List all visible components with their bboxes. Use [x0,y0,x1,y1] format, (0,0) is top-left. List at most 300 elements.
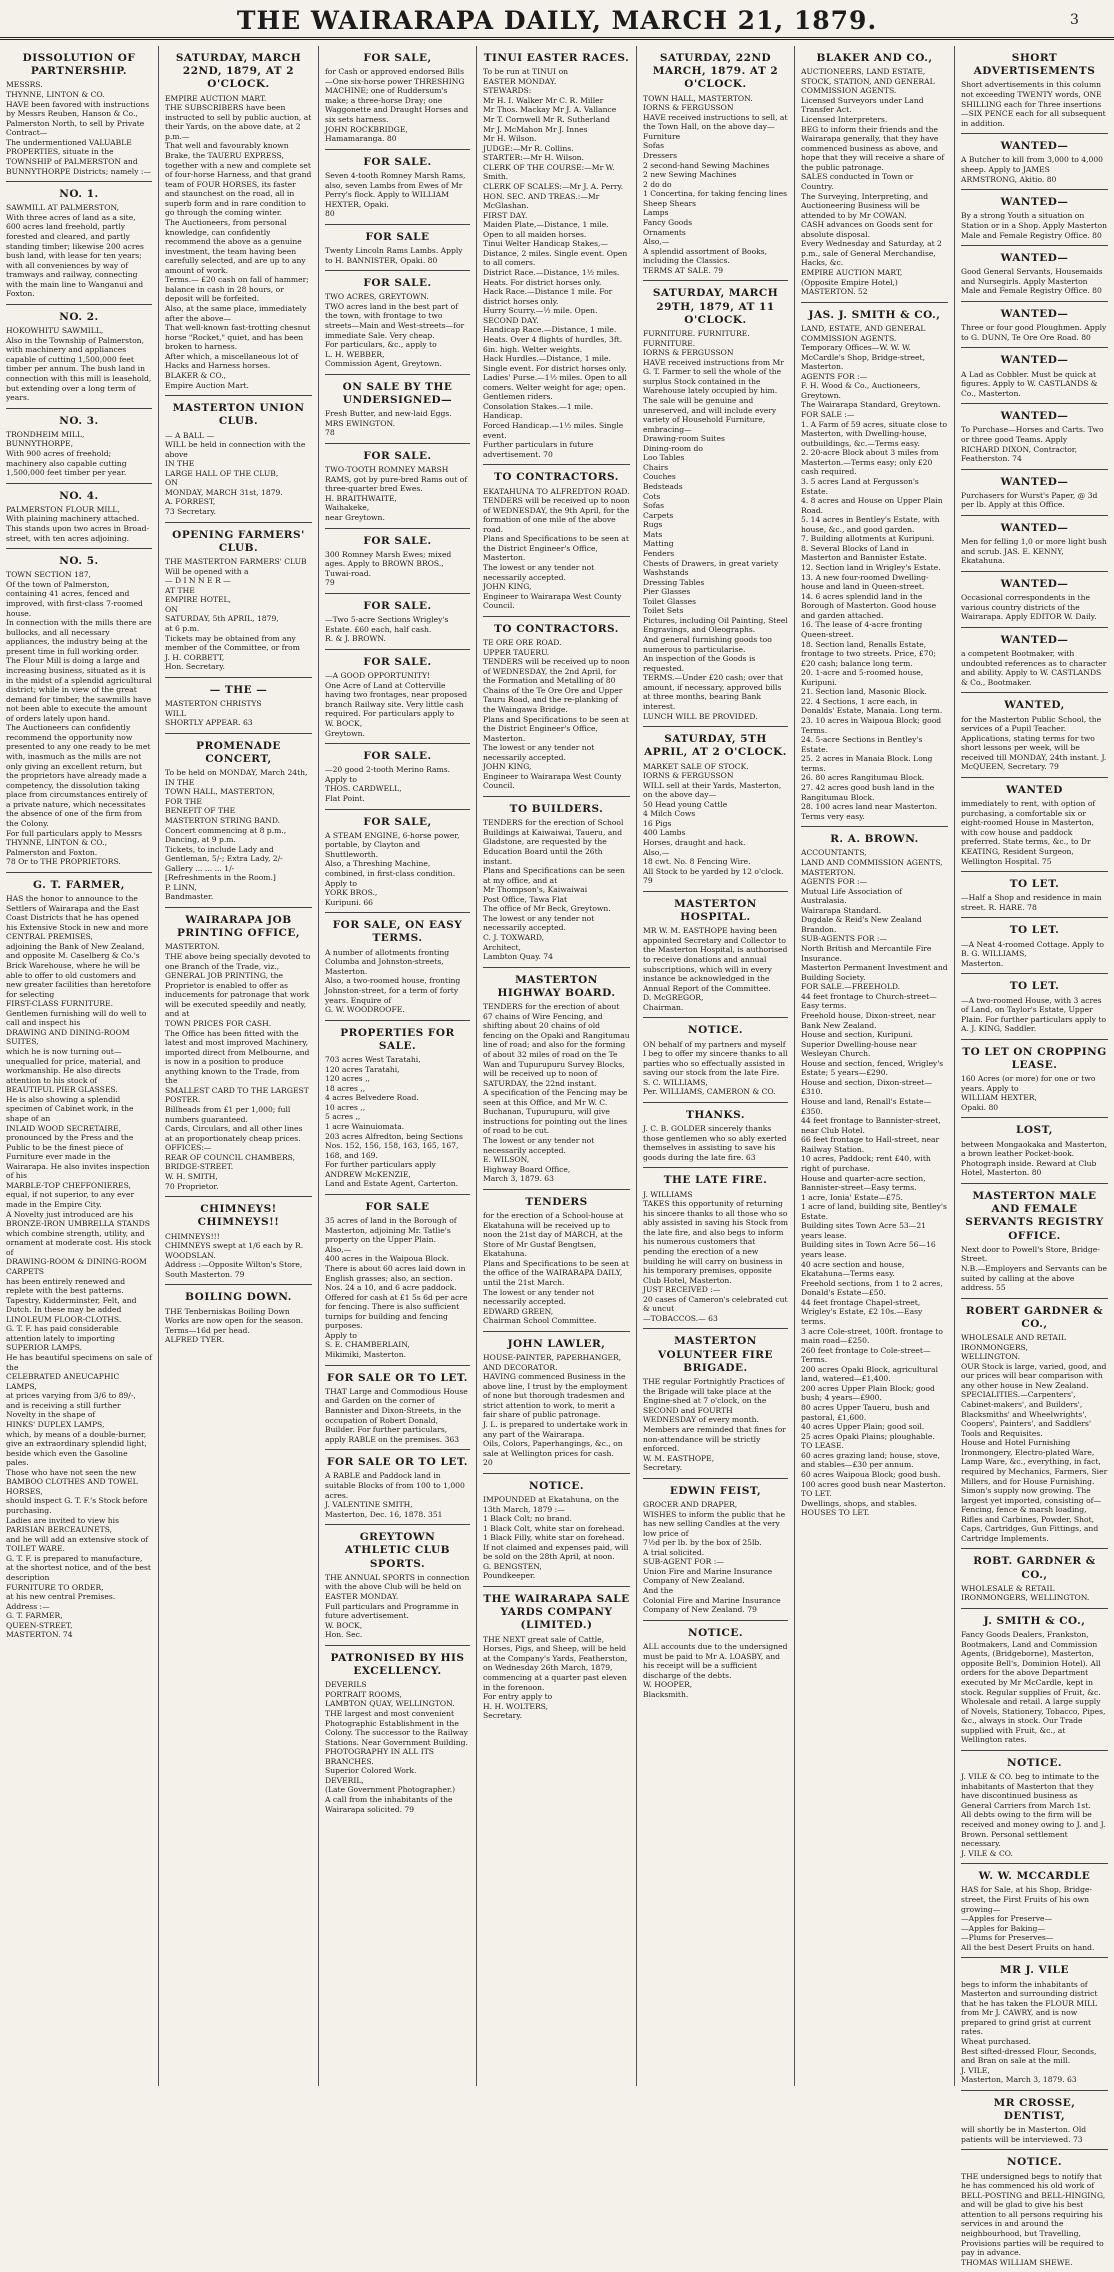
ad-text-line: which, by means of a double-burner, give an extraordinary splendid light, beside which even the Gasoline pales. [6,1429,147,1468]
ad-text-line: 5 acres ,, [325,1112,361,1122]
ad-text-line: TWO acres land in the best part of the town, with frontage to two streets—Main and West-streets—for immediate Sale. Very cheap. [325,301,465,340]
ad-text-line: 2. 20-acre Block about 3 miles from Masterton.—Terms easy; only £20 cash required. [801,448,939,477]
ad-text-line: 703 acres West Taratahi, [325,1055,421,1065]
ad-heading: WANTED [1006,783,1063,796]
ad-text-line: MR W. M. EASTHOPE having been appointed Secretary and Collector to the Masterton Hospital, is authorised to receive donations and annual subscriptions, which will in every instance be acknowledged in the Annual Report of the Committee. [643,926,788,993]
ad-text-line: W. H. SMITH, [165,1171,218,1181]
ad-text-line: 120 acres Taratahi, [325,1064,400,1074]
ad-text-line: 4. 8 acres and House on Upper Plain Road. [801,496,943,515]
ad-text-line: Pictures, including Oil Painting, Steel Engravings, and Oleographs. [643,615,788,635]
ad-text-line: THE NEXT great sale of Cattle, Horses, Pigs, and Sheep, will be held at the Company's Yards, Featherston, on Wednesday 26th March, 1879, commencing at a quarter past eleven in the forenoon. [483,1634,628,1692]
ad-text-line: SUB-AGENT FOR :— [643,1557,724,1567]
ad-text-line: Chests of Drawers, in great variety [643,558,779,568]
advertisement [961,2091,1108,2151]
ad-text-line: which he is now turning out—unequalled for price, material, and workmanship. He also directs attention to his stock of [6,1047,141,1085]
ad-text-line: TWO ACRES, GREYTOWN. [325,292,429,302]
ad-text-line: 16. The lease of 4-acre fronting Queen-street. [801,620,923,639]
ad-text-line: 400 Lambs [643,828,686,838]
ad-text-line: CENTRAL PREMISES, [6,932,93,942]
ad-text-line: MASTERTON STRING BAND. [165,815,281,825]
ad-text-line: Dugdale & Reid's New Zealand Brandon. [801,915,922,934]
ad-text-line: Hurry Scurry.—½ mile. Open. [483,306,598,316]
advertisement [6,549,152,873]
ad-text-line: EASTER MONDAY. [325,1592,399,1601]
ad-text-line: Palmerston and Foxton. [6,847,98,857]
advertisement [961,1299,1108,1550]
ad-text-line: Seven 4-tooth Romney Marsh Rams, also, seven Lambs from Ewes of Mr Perry's flock. Apply to WILLIAM HEXTER, Opaki. [325,170,466,209]
ad-text-line: 18 acres ,, [325,1083,366,1093]
ad-text-line: SMALLEST CARD TO THE LARGEST POSTER. [165,1085,309,1105]
ad-text-line: AUCTIONEERS, LAND ESTATE, [801,67,926,77]
ad-heading: THE LATE FIRE. [663,1174,768,1187]
ad-heading: NO. 1. [59,188,99,201]
ad-text-line: 22. 4 Sections, 1 acre each, in Donalds' Estate, Manaia. Long term. [801,696,943,716]
ad-heading: PATRONISED BY HIS EXCELLENCY. [330,1651,465,1678]
ad-text-line: Freehold house, Dixon-street, near Bank New Zealand. [801,1010,936,1030]
newspaper-title: THE WAIRARAPA DAILY, MARCH 21, 1879. [236,6,878,35]
ad-text-line: The Surveying, Interpreting, and Auctioneering Business will be attended to by Mr COWAN. [801,191,929,220]
ad-text-line: Full particulars and Programme in future advertisement. [325,1601,459,1621]
ad-text-line: 16 Pigs [643,818,672,828]
ad-text-line: 4 Milch Cows [643,809,696,819]
ad-text-line: SUPERIOR LAMPS. [6,1343,83,1353]
ad-text-line: Gentlemen furnishing will do well to call and inspect his [6,1008,147,1028]
ad-text-line: [Refreshments in the Room.] [165,873,276,883]
ad-text-line: PHOTOGRAPHY IN ALL ITS BRANCHES. [325,1747,434,1766]
ad-text-line: Per. WILLIAMS, CAMERON & CO. [643,1087,776,1097]
ad-text-line: TERMS.—Under £20 cash; over that amount, if necessary, approved bills at three months, bearing Bank interest. [643,673,784,711]
ad-text-line: A number of allotments fronting Columba and Johnston-streets, Masterton. [325,947,450,976]
ad-text-line: THYNNE, LINTON & CO. [6,90,105,99]
ad-text-line: Dining-room do [643,443,703,453]
ad-heading: FOR SALE, [363,815,432,828]
ad-heading: NO. 3. [59,414,99,427]
ad-text-line: SHORTLY APPEAR. 63 [165,718,253,728]
ad-text-line: Will be opened with a [165,566,249,576]
ad-text-line: ALFRED TYER. [165,1335,225,1345]
ad-text-line: March 3, 1879. 63 [483,1174,554,1184]
ad-heading: NOTICE. [529,1479,584,1492]
ad-text-line: 50 Head young Cattle [643,799,728,809]
ad-text-line: 2 second-hand Sewing Machines [643,160,770,170]
ad-text-line: He has beautiful specimens on sale of the [6,1353,152,1372]
ad-text-line: Of the town of Palmerston, containing 41 acres, fenced and improved, with first-class 7-roomed house. [6,579,143,618]
ad-text-line: 20 cases of Cameron's celebrated cut & uncut [643,1294,788,1314]
ad-text-line: — D I N N E R — [165,576,231,586]
ad-text-line: BLAKER & CO., [165,370,227,380]
ad-text-line: Post Office, Tawa Flat [483,894,568,904]
advertisement [961,348,1108,404]
ad-text-line: To Purchase—Horses and Carts. Two or three good Teams. Apply RICHARD DIXON, Contractor, Featherston. 74 [961,425,1104,464]
ad-text-line: FIRST DAY. [483,210,528,220]
ad-text-line: FOR SALE.—FREEHOLD. [801,982,901,992]
ad-text-line: 3. 5 acres Land at Fergusson's Estate. [801,476,919,496]
ad-heading: TINUI EASTER RACES. [483,52,630,64]
ad-text-line: W. M. EASTHOPE, [643,1453,715,1463]
ad-heading: NO. 5. [59,555,99,568]
ad-text-line: Also, a Threshing Machine, combined, in first-class condition. [325,859,456,878]
ad-text-line: Opaki. 80 [961,1102,999,1112]
advertisement [643,727,788,892]
ad-text-line: He is also showing a splendid specimen of Cabinet work, in the shape of an [6,1094,134,1123]
ad-heading: WANTED— [1000,140,1069,153]
ad-heading: NOTICE. [688,1024,743,1037]
ad-text-line: Wairarapa Standard. [801,905,882,915]
ad-text-line: Ladies' Purse.—1½ miles. Open to all comers. Welter weight for age; open. Gentlemen riders. [483,373,627,402]
ad-heading: TO BUILDERS. [509,803,604,816]
ad-text-line: 100 acres good bush near Masterton. [801,1479,946,1489]
ad-text-line: IN THE [165,459,195,469]
ad-text-line: LARGE HALL OF THE CLUB, [165,468,279,478]
ad-text-line: 44 feet frontage to Bannister-street, near Club Hotel. [801,1116,941,1135]
ad-text-line: should inspect G. T. F.'s Stock before purchasing. [6,1496,148,1515]
ad-text-line: A trial solicited. [643,1547,705,1557]
ad-text-line: Plans and Specifications to be seen at the District Engineer's Office, Masterton. [483,534,629,563]
ad-text-line: immediately to rent, with option of purchasing, a comfortable six or eight-roomed House in Masterton, with cow house and paddock preferred. State terms, &c., to Dr KEATING, Resident Surgeon, Wellington Hospital. 75 [961,799,1096,866]
ad-heading: THANKS. [686,1108,745,1121]
ad-heading: MASTERTON UNION CLUB. [172,402,305,428]
ad-text-line: B. G. WILLIAMS, [961,949,1027,959]
advertisement [961,1609,1108,1751]
ad-text-line: HOUSES TO LET. [801,1508,870,1518]
ad-text-line: WISHES to inform the public that he has new selling Candles at the very low price of [643,1509,786,1538]
ad-text-line: 21. Section land, Masonic Block. [801,687,927,697]
ad-text-line: 79 [325,578,335,588]
advertisement [961,516,1108,572]
ad-text-line: 1 Concertina, for taking fencing lines [643,189,788,199]
ad-text-line: TENDERS will be received up to noon of WEDNESDAY, the 9th April, for the formation of one mile of the above road. [483,496,630,534]
ad-text-line: C. J. TOXWARD, [483,933,545,942]
ad-text-line: 300 Romney Marsh Ewes; mixed ages. Apply to BROWN BROS., Tuwai-road. [325,549,452,578]
ad-text-line: Best sifted-dressed Flour, Seconds, and Bran on sale at the mill. [961,2046,1097,2066]
ad-text-line: HAS for Sale, at his Shop, Bridge-street, the First Fruits of his own growing— [961,1885,1093,1914]
advertisement [325,594,470,650]
ad-text-line: at prices varying from 3/6 to 89/-, and is receiving a still further Novelty in the shape of [6,1391,136,1420]
ad-text-line: Toilet Sets [643,606,684,616]
ad-text-line: (Late Government Photographer.) [325,1785,456,1795]
advertisement [483,1332,630,1474]
ad-text-line: Hon. Sec. [325,1630,363,1640]
ad-text-line: 18 cwt. No. 8 Fencing Wire. [643,857,751,867]
advertisement [483,1587,630,1726]
ad-heading: ROBERT GARDNER & CO., [965,1304,1104,1330]
ad-text-line: A STEAM ENGINE, 6-horse power, portable, by Clayton and Shuttleworth. [325,830,460,859]
ad-text-line: EDWARD GREEN, [483,1306,554,1316]
advertisement [643,892,788,1019]
ad-text-line: LAMBTON QUAY, WELLINGTON. [325,1699,455,1709]
ad-text-line: Next door to Powell's Store, Bridge-Street. [961,1244,1100,1264]
ad-text-line: for Cash or approved endorsed Bills—One six-horse power THRESHING MACHINE; one of Ruddersum's make; a three-horse Dray; one Waggonette and Draught Horses and six sets harness. [325,67,469,125]
ad-text-line: TOWN HALL, MASTERTON. [643,93,753,103]
ad-text-line: Chairs [643,462,669,472]
ad-text-line: If not claimed and expenses paid, will be sold on the 28th April, at noon. [483,1542,629,1562]
advertisement [325,744,470,809]
ad-text-line: HAVING commenced Business in the above line, I trust by the employment of none but thorough tradesmen and strict attention to work, to merit a fair share of public patronage. [483,1372,628,1420]
ad-text-line: House and quarter-acre section, Bannister-street—Easy terms. [801,1173,926,1193]
ad-text-line: Maiden Plate,—Distance, 1 mile. Open to all maiden horses. [483,220,609,239]
ad-text-line: Fresh Butter, and new-laid Eggs. [325,409,452,419]
ad-text-line: For full particulars apply to Messrs [6,828,142,838]
ad-text-line: 25 acres Opaki Plains; ploughable. [801,1431,935,1441]
ad-text-line: SECOND DAY. [483,315,539,325]
ad-text-line: ON [165,604,178,614]
ad-text-line: Short advertisements in this column not exceeding TWENTY words, ONE SHILLING each for Three insertions—SIX PENCE each for all subsequent in addition. [961,80,1106,128]
ad-text-line: 12. Section land in Wrigley's Estate. [801,563,941,572]
ad-text-line: THE SUBSCRIBERS have been instructed to sell by public auction, at their Yards, on the above date, at 2 p.m.— [165,103,312,141]
ad-text-line: —Half a Shop and residence in main street. R. HARE. 78 [961,893,1102,912]
ad-text-line: Hamamaranga. 80 [325,134,397,144]
ad-text-line: Drawing-room Suites [643,434,725,444]
ad-text-line: House and section, fenced, Wrigley's Estate; 5 years—£290. [801,1058,944,1078]
ad-text-line: ALL accounts due to the undersigned must be paid to Mr A. LOASBY, and his receipt will be a sufficient discharge of the debts. [643,1641,788,1680]
ad-text-line: CELEBRATED ANEUCAPHIC LAMPS, [6,1372,120,1391]
ad-text-line: One Acre of Land at Cotterville having two frontages, near proposed branch Railway site. Very little cash required. For particulars apply to [325,680,468,719]
ad-heading: FOR SALE, [363,52,432,64]
ad-text-line: 25. 2 acres in Manaia Block. Long terms. [801,754,933,773]
ad-text-line: Simon's supply now growing. The largest yet imported, consisting of—Fencing, fence & marsh loading, Rifles and Carbines, Powder, Shot, Caps, Cartridges, Gun Fittings, and Cartridge Implements. [961,1486,1102,1543]
advertisement [961,628,1108,693]
ad-text-line: BENEFIT OF THE [165,806,236,816]
ad-text-line: D. McGREGOR, [643,993,704,1003]
ad-text-line: EMPIRE AUCTION MART. [165,93,267,103]
ad-text-line: Purchasers for Wurst's Paper, @ 3d per lb. Apply at this Office. [961,490,1098,510]
ad-text-line: SATURDAY, 5th APRIL, 1879, [165,614,279,624]
ad-heading: FOR SALE [365,1200,430,1213]
ad-text-line: WHOLESALE & RETAIL IRONMONGERS, WELLINGTON. [961,1583,1090,1603]
advertisement [483,46,630,465]
ad-text-line: A RABLE and Paddock land in suitable Blocks of from 100 to 1,000 acres. [325,1471,465,1500]
ad-text-line: 1. A Farm of 59 acres, situate close to Masterton, with Dwelling-house, outbuildings, &c.—Terms easy. [801,419,948,448]
ad-text-line: With 900 acres of freehold; machinery also capable cutting 1,500,000 feet timber per year. [6,448,127,478]
ad-text-line: Mats [643,529,663,539]
ad-text-line: H. H. WOLTERS, [483,1701,549,1711]
advertisement [961,302,1108,348]
ad-text-line: Mutual Life Association of Australasia. [801,886,902,906]
ad-text-line: 24. 5-acre Sections in Bentley's Estate. [801,735,923,754]
ad-text-line: 1 Black Colt; no brand. [483,1514,572,1524]
ad-text-line: WILL sell at their Yards, Masterton, on the above day— [643,780,782,800]
ad-text-line: 80 acres Upper Taueru, bush and pastoral, £1,600. [801,1403,930,1422]
ad-text-line: Men for felling 1,0 or more light bush and scrub. JAS. E. KENNY, Ekatahuna. [961,537,1107,566]
ad-text-line: P. LINN, [165,882,197,892]
ad-text-line: TOWN PRICES FOR CASH. [165,1018,272,1028]
ad-text-line: 28. 100 acres land near Masterton. Terms very easy. [801,802,937,821]
advertisement [961,46,1108,134]
ad-heading: SATURDAY, MARCH 22ND, 1879, AT 2 O'CLOCK. [175,52,302,91]
ad-heading: J. SMITH & CO., [983,1615,1086,1627]
ad-text-line: Temporary Offices—W. W. W. McCardle's Shop, Bridge-street, Masterton. [801,343,925,372]
ad-heading: DISSOLUTION OF PARTNERSHIP. [22,52,136,78]
ad-text-line: REAR OF COUNCIL CHAMBERS, BRIDGE-STREET. [165,1152,296,1172]
ad-text-line: COMMISSION AGENTS. [801,86,897,96]
ad-text-line: Engineer to Wairarapa West County Council. [483,591,622,611]
ad-text-line: R. & J. BROWN. [325,634,386,644]
advertisement [643,1168,788,1329]
ad-text-line: A Novelty just introduced are his [6,1209,134,1219]
ad-text-line: MASTERTON. 52 [801,287,868,297]
ad-text-line: JUST RECEIVED :— [643,1285,721,1295]
ad-text-line: G. BENGSTEN, [483,1561,542,1571]
advertisement [6,182,152,305]
ad-text-line: The lowest or any tender not necessarily accepted. [483,1287,595,1307]
ad-text-line: FIRST-CLASS FURNITURE. [6,999,114,1009]
ad-text-line: MARKET SALE OF STOCK. [643,761,749,771]
ad-text-line: G. T. F. has paid considerable attention lately to importing [6,1324,119,1343]
ad-text-line: TENDERS for the erection of about 67 chains of Wire Fencing, and shifting about 20 chains of old fencing on the Opaki and Rangitumau line of road; and also for the forming of about 32 miles of road on the Te Wan and Tupurupuru Survey Blocks, will be received up to noon of SATURDAY, the 22nd instant. [483,1002,630,1088]
ad-text-line: That well and favourably known Brake, the TAUERU EXPRESS, together with a new and complete set of four-horse Harness, and that grand team of FOUR HORSES, its faster and staunchest on the road, all in superb form and in rare condition to go through the coming winter. [165,141,312,218]
ad-text-line: Kuripuni. 66 [325,897,374,907]
ad-text-line: — A BALL — [165,430,215,440]
ad-heading: WANTED— [1000,354,1069,367]
advertisement [961,404,1108,469]
ad-text-line: Bedsteads [643,482,683,491]
ad-text-line: 1 acre Wainuiomata. [325,1122,405,1131]
ad-heading: W. W. MCCARDLE [978,1870,1091,1883]
ad-text-line: N.B.—Employers and Servants can be suited by calling at the above address. 55 [961,1263,1108,1293]
ad-text-line: CLERK OF THE COURSE:—Mr W. Smith. [483,162,615,182]
ad-text-line: Billheads from £1 per 1,000; full numbers guaranteed. [165,1105,291,1124]
ad-text-line: 2 do do [643,179,672,189]
ad-heading: WANTED— [1000,633,1069,646]
ad-text-line: —20 good 2-tooth Merino Rams. Apply to [325,765,451,784]
column-4 [476,46,636,2086]
ad-text-line: 2 new Sewing Machines [643,170,737,180]
ad-text-line: Also,— [643,847,670,857]
ad-text-line: 200 acres Upper Plain Block; good bush; 4 years—£900. [801,1383,935,1403]
column-3 [318,46,476,2086]
ad-text-line: A specification of the Fencing may be seen at this Office, and Mr W. C. Buchanan, Tupurupuru, will give instructions for pointing out the lines of road to be cut. [483,1088,628,1136]
ad-heading: EDWIN FEIST, [669,1484,762,1497]
ad-text-line: The Auctioneers can confidently recommend the opportunity now presented to any one ready to be met with, inasmuch as the mills are not only giving an excellent return, but the proprietors have already made a competency, the dissolution taking place from circumstances entirely of a private nature, which necessitates the absence of one of the firm from the Colony. [6,723,151,828]
ad-text-line: Matting [643,539,674,549]
ad-text-line: MASTERTON. [801,867,856,877]
ad-heading: TENDERS [525,1195,588,1208]
ad-text-line: Furniture [643,131,681,141]
ad-text-line: Washstands [643,568,689,578]
advertisement [961,1864,1108,1958]
ad-text-line: A call from the inhabitants of the Wairarapa solicited. 79 [325,1795,453,1814]
ad-text-line: Occasional correspondents in the various country districts of the Wairarapa. Apply EDITOR W. Daily. [961,593,1097,622]
ad-text-line: THOMAS WILLIAM SHEWE. [961,2257,1073,2267]
ad-heading: BLAKER AND CO., [816,52,933,64]
ad-text-line: TWO-TOOTH ROMNEY MARSH RAMS, got by pure-bred Rams out of three-quarter bred Ewes. [325,465,468,494]
ad-text-line: Chairman. [643,1002,684,1012]
ad-text-line: STARTER:—Mr H. Wilson. [483,153,584,163]
ad-text-line: EMPIRE AUCTION MART, [801,268,903,278]
ad-heading: THE WAIRARAPA SALE YARDS COMPANY (LIMITED.) [483,1593,630,1632]
advertisement [643,1621,788,1705]
advertisement [961,470,1108,516]
ad-text-line: J. VILE, [961,2065,990,2075]
ad-text-line: Bandmaster. [165,892,214,902]
advertisement [6,484,152,549]
ad-text-line: 1 Black Colt, white star on forehead. [483,1523,625,1533]
ad-text-line: 35 acres of land in the Borough of Masterton, adjoining Mr. Tatlie's property on the Upper Plain. [325,1216,457,1245]
ad-text-line: Secretary. [483,1711,522,1721]
advertisement [325,1646,470,1819]
ad-heading: FOR SALE. [363,655,432,668]
advertisement [325,1366,470,1451]
ad-heading: TO LET. [1009,924,1060,937]
advertisement [325,810,470,914]
ad-heading: FOR SALE. [363,750,432,763]
ad-heading: PROPERTIES FOR SALE. [340,1026,455,1052]
advertisement [961,872,1108,918]
ad-text-line: HAVE received instructions to sell, at the Town Hall, on the above day— [643,112,788,132]
ad-text-line: Blacksmith. [643,1689,689,1699]
ad-text-line: WILLIAM HEXTER, [961,1093,1037,1103]
ad-text-line: CLERK OF SCALES:—Mr J. A. Perry. [483,181,624,191]
ad-text-line: 200 acres Opaki Block, agricultural land, watered—£1,400. [801,1364,938,1384]
advertisement [483,968,630,1190]
advertisement [325,1525,470,1646]
ad-text-line: for the erection of a School-house at Ekatahuna will be received up to noon the 21st day of MARCH, at the Store of Mr Gustaf Bengtsen, Ekatahuna. [483,1211,624,1259]
ad-text-line: —Apples for Baking— [961,1923,1045,1933]
ad-heading: CHIMNEYS! CHIMNEYS!! [197,1203,280,1229]
ad-text-line: —A GOOD OPPORTUNITY! [325,671,431,681]
ad-text-line: 20. 1-acre and 5-roomed house, Kuripuni. [801,668,924,687]
ad-text-line: Sheep Shears [643,198,696,208]
ad-text-line: L. H. WEBBER, [325,349,385,359]
ad-text-line: By a strong Youth a situation on Station or in a Shop. Apply Masterton Male and Female Registry Office. 80 [961,211,1108,240]
ad-text-line: Freehold sections, from 1 to 2 acres, Donald's Estate—£50. [801,1278,943,1298]
ad-text-line: DEVERILS [325,1680,367,1690]
ad-text-line: HON. SEC. AND TREAS.:—Mr McGlashan. [483,191,600,211]
ad-text-line: MARBLE-TOP CHEFFONIERES, [6,1180,131,1190]
ad-text-line: The Flour Mill is doing a large and increasing business, situated as it is in the midst of a splendid agricultural district; while in view of the great demand for timber, the sawmills have not been able to execute the amount of orders lately upon hand. [6,656,152,723]
ad-text-line: TOILET WARE. [6,1544,65,1554]
ad-text-line: 120 acres ,, [325,1074,370,1084]
ad-text-line: STEWARDS: [483,86,532,96]
ad-text-line: 14. 6 acres splendid land in the Borough of Masterton. Good house and garden attached. [801,591,937,620]
ad-text-line: IMPOUNDED at Ekatahuna, on the 13th March, 1879 :— [483,1494,619,1514]
ad-text-line: That well-known fast-trotting chesnut horse "Rocket," quiet, and has been broken to harness. [165,323,311,352]
ad-text-line: 4 acres Belvedere Road. [325,1093,419,1103]
ad-heading: TO CONTRACTORS. [494,471,619,484]
ad-text-line: Members are reminded that fines for non-attendance will be strictly enforced. [643,1424,786,1454]
ad-text-line: FOR THE [165,796,202,806]
advertisement [643,281,788,727]
ad-text-line: A. FORREST, [165,497,216,507]
ad-text-line: DRAWING AND DINING-ROOM SUITES, [6,1027,130,1047]
ad-text-line: PORTRAIT ROOMS, [325,1689,402,1699]
ad-text-line: District Race.—Distance, 1½ miles. Heats. For district horses only. [483,268,620,287]
ad-text-line: Masterton, Dec. 16, 1878. 351 [325,1509,443,1519]
ad-text-line: 73 Secretary. [165,507,217,517]
ad-text-line: The undermentioned VALUABLE PROPERTIES, situate in the TOWNSHIP of PALMERSTON and BUNNYTHORPE Districts; namely :— [6,137,152,176]
ad-text-line: ACCOUNTANTS, [801,848,867,858]
advertisement [325,1021,470,1195]
advertisement [325,225,470,271]
advertisement [325,150,470,225]
ad-text-line: Also,— [643,237,670,247]
ad-text-line: LINOLEUM FLOOR-CLOTHS. [6,1314,122,1324]
advertisement [165,908,312,1197]
ad-text-line: QUEEN-STREET, [6,1620,73,1630]
ad-heading: FOR SALE. [363,155,432,168]
ad-text-line: Licensed Surveyors under Land Transfer Act. [801,95,924,115]
ad-text-line: 78 [325,428,335,438]
ad-text-line: THE MASTERTON FARMERS' CLUB [165,557,307,567]
ad-text-line: Mr Thompson's, Kaiwaiwai [483,885,588,895]
ad-text-line: OFFICES:— [165,1143,212,1153]
ad-text-line: YORK BROS., [325,888,378,898]
ad-text-line: Tinui Welter Handicap Stakes,—Distance, 2 miles. Single event. Open to all comers. [483,239,628,268]
advertisement [325,271,470,375]
ad-text-line: TENDERS for the erection of School Buildings at Kaiwaiwai, Taueru, and Gladstone, are requested by the Education Board until the 26th instant. [483,818,624,866]
ad-text-line: 60 acres grazing land; house, stove, and stables—£30 per annum. [801,1450,940,1470]
ad-text-line: THE regular Fortnightly Practices of the Brigade will take place at the Engine-shed at 7 o'clock, on the SECOND and FOURTH WEDNESDAY of every month. [643,1377,785,1425]
